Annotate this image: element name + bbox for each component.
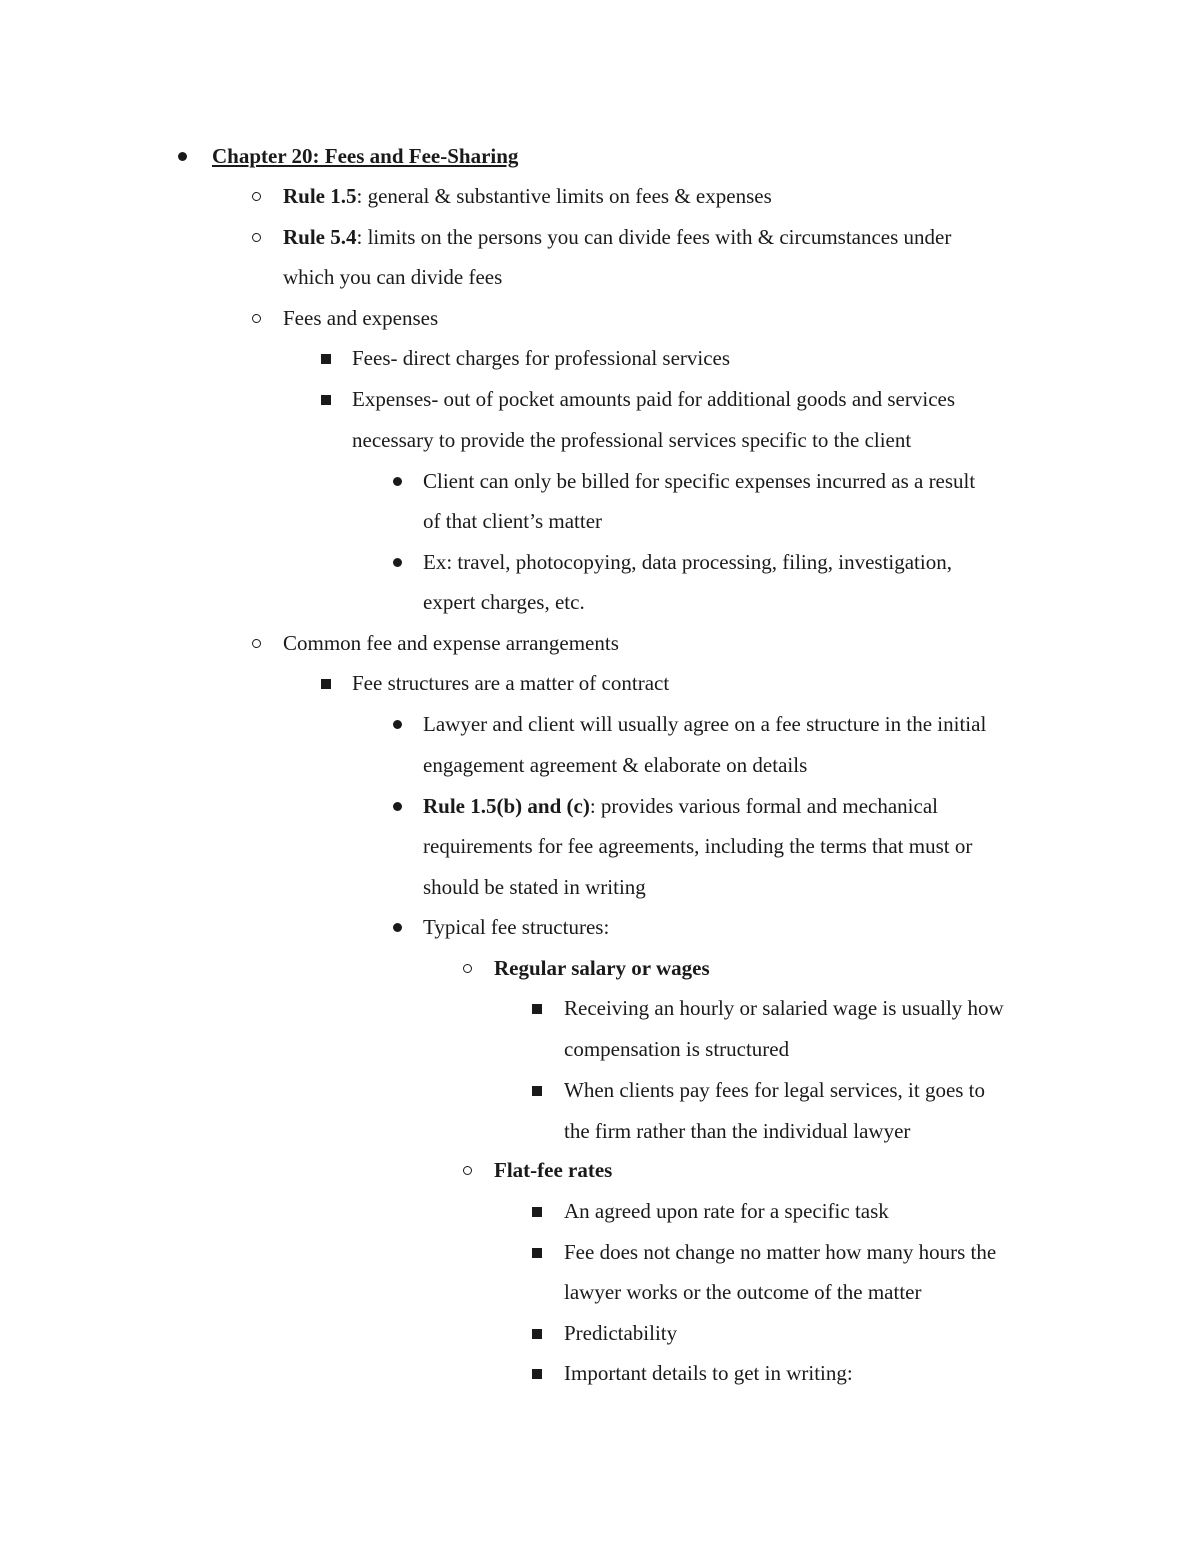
section-title: Common fee and expense arrangements bbox=[283, 631, 619, 655]
square-bullet-icon bbox=[527, 1191, 547, 1232]
disc-bullet-icon bbox=[172, 136, 192, 177]
list-text-continuation: requirements for fee agreements, including the terms that must or bbox=[423, 834, 973, 858]
list-text: Ex: travel, photocopying, data processing, filing, investigation, bbox=[423, 550, 952, 574]
circle-bullet-icon bbox=[246, 298, 266, 339]
list-text: Lawyer and client will usually agree on a fee structure in the initial bbox=[423, 712, 987, 736]
square-bullet-icon bbox=[527, 1232, 547, 1273]
section-title: Fees and expenses bbox=[283, 306, 439, 330]
list-text: Important details to get in writing: bbox=[564, 1361, 853, 1385]
rule-text: : provides various formal and mechanical bbox=[589, 794, 938, 818]
circle-bullet-icon bbox=[246, 623, 266, 664]
list-text: Client can only be billed for specific expenses incurred as a result bbox=[423, 469, 976, 493]
list-text: Receiving an hourly or salaried wage is usually how bbox=[564, 996, 1004, 1020]
list-text: Fee structures are a matter of contract bbox=[352, 671, 670, 695]
square-bullet-icon bbox=[527, 1070, 547, 1111]
square-bullet-icon bbox=[316, 379, 336, 420]
list-text: An agreed upon rate for a specific task bbox=[564, 1199, 889, 1223]
square-bullet-icon bbox=[527, 1313, 547, 1354]
circle-bullet-icon bbox=[457, 1150, 477, 1191]
square-bullet-icon bbox=[527, 1353, 547, 1394]
square-bullet-icon bbox=[316, 338, 336, 379]
disc-bullet-icon bbox=[387, 704, 407, 745]
list-text: When clients pay fees for legal services, it goes to bbox=[564, 1078, 986, 1102]
rule-text: : general & substantive limits on fees & expenses bbox=[356, 184, 772, 208]
list-text: Fees- direct charges for professional services bbox=[352, 346, 731, 370]
rule-label: Rule 1.5(b) and (c) bbox=[423, 794, 590, 818]
disc-bullet-icon bbox=[387, 542, 407, 583]
disc-bullet-icon bbox=[387, 907, 407, 948]
circle-bullet-icon bbox=[457, 948, 477, 989]
list-text-continuation: the firm rather than the individual lawyer bbox=[564, 1119, 911, 1143]
list-text-continuation: of that client’s matter bbox=[423, 509, 603, 533]
subsection-title: Regular salary or wages bbox=[494, 956, 710, 980]
subsection-title: Flat-fee rates bbox=[494, 1158, 613, 1182]
list-text-continuation: lawyer works or the outcome of the matter bbox=[564, 1280, 922, 1304]
chapter-title: Chapter 20: Fees and Fee-Sharing bbox=[212, 144, 519, 168]
disc-bullet-icon bbox=[387, 786, 407, 827]
rule-label: Rule 1.5 bbox=[283, 184, 357, 208]
list-text-continuation: engagement agreement & elaborate on details bbox=[423, 753, 808, 777]
disc-bullet-icon bbox=[387, 461, 407, 502]
list-text-continuation: expert charges, etc. bbox=[423, 590, 585, 614]
list-text-continuation: should be stated in writing bbox=[423, 875, 646, 899]
square-bullet-icon bbox=[527, 988, 547, 1029]
list-text-continuation: necessary to provide the professional services specific to the client bbox=[352, 428, 912, 452]
list-text: Typical fee structures: bbox=[423, 915, 610, 939]
list-text-continuation: compensation is structured bbox=[564, 1037, 790, 1061]
list-text: Fee does not change no matter how many hours the bbox=[564, 1240, 997, 1264]
rule-label: Rule 5.4 bbox=[283, 225, 357, 249]
circle-bullet-icon bbox=[246, 217, 266, 258]
square-bullet-icon bbox=[316, 663, 336, 704]
rule-text-continuation: which you can divide fees bbox=[283, 265, 503, 289]
list-text: Expenses- out of pocket amounts paid for additional goods and services bbox=[352, 387, 956, 411]
rule-text: : limits on the persons you can divide fees with & circumstances under bbox=[356, 225, 952, 249]
circle-bullet-icon bbox=[246, 176, 266, 217]
list-text: Predictability bbox=[564, 1321, 678, 1345]
